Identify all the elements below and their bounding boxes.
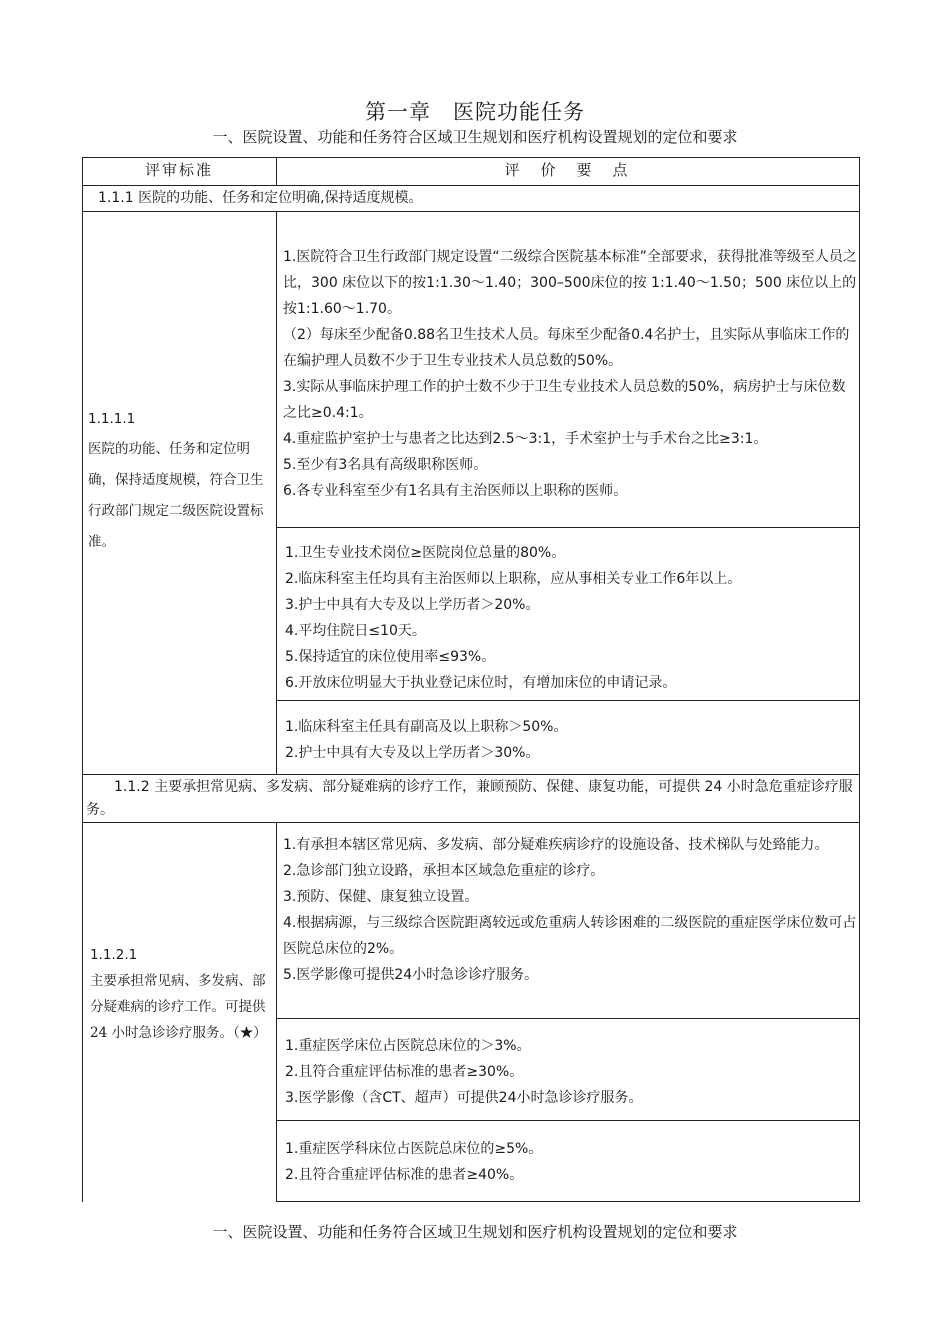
table-col-divider: [276, 211, 277, 775]
table-rule: [276, 700, 860, 701]
criteria-block-c: [285, 714, 857, 766]
column-header-standard: 评审标准: [144, 161, 213, 179]
criteria-item: 4.根据病源，与三级综合医院距离较远或危重病人转诊困难的二级医院的重症医学床位数可占医院总床位的2%。: [283, 915, 857, 957]
criteria-item: 1.卫生专业技术岗位≥医院岗位总量的80%。: [285, 545, 566, 561]
table-rule: [82, 774, 860, 775]
footer-section-title: 一、医院设置、功能和任务符合区域卫生规划和医疗机构设置规划的定位和要求: [212, 1223, 738, 1241]
criteria-item: 2.临床科室主任均具有主治医师以上职称，应从事相关专业工作6年以上。: [285, 571, 742, 587]
table-col-divider: [276, 822, 277, 1202]
criteria-item: （2）每床至少配备0.88名卫生技术人员。每床至少配备0.4名护士，且实际从事临床工作的在编护理人员数不少于卫生专业技术人员总数的50%。: [283, 327, 850, 369]
criteria-item: 5.至少有3名具有高级职称医师。: [283, 457, 488, 473]
criteria-item: 4.平均住院日≤10天。: [285, 623, 426, 639]
criteria-block-a: [283, 244, 857, 504]
column-header-points: 评 价 要 点: [504, 161, 631, 179]
table-rule: [276, 1018, 860, 1019]
section-row-1-1-2: 1.1.2 主要承担常见病、多发病、部分疑难病的诊疗工作，兼顾预防、保健、康复功能，可提供 24 小时急危重症诊疗服务。: [86, 779, 853, 818]
table-rule: [276, 527, 860, 528]
table-border-right: [859, 157, 860, 1202]
section-row-1-1-1: 1.1.1 医院的功能、任务和定位明确,保持适度规模。: [98, 190, 423, 206]
standard-1-1-2-1: [90, 942, 272, 1046]
criteria-item: 1.重症医学床位占医院总床位的＞3%。: [285, 1038, 531, 1054]
criteria-block-e: [285, 1033, 857, 1111]
table-rule: [82, 211, 860, 212]
criteria-item: 5.医学影像可提供24小时急诊诊疗服务。: [283, 967, 539, 983]
criteria-item: 1.有承担本辖区常见病、多发病、部分疑难疾病诊疗的设施设备、技术梯队与处臵能力。: [283, 837, 829, 853]
criteria-item: 6.开放床位明显大于执业登记床位时，有增加床位的申请记录。: [285, 675, 677, 691]
criteria-item: 1.临床科室主任具有副高及以上职称＞50%。: [285, 719, 568, 735]
criteria-item: 3.实际从事临床护理工作的护士数不少于卫生专业技术人员总数的50%，病房护士与床位数之比≥0.4:1。: [283, 379, 846, 421]
criteria-item: 2.护士中具有大专及以上学历者＞30%。: [285, 745, 540, 761]
standard-1-1-1-1: [88, 406, 274, 558]
criteria-item: 3.医学影像（含CT、超声）可提供24小时急诊诊疗服务。: [285, 1090, 643, 1106]
criteria-item: 4.重症监护室护士与患者之比达到2.5～3:1，手术室护士与手术台之比≥3:1。: [283, 431, 768, 447]
criteria-item: 1.医院符合卫生行政部门规定设置“二级综合医院基本标准”全部要求，获得批准等级至人员之比，300 床位以下的按1:1.30～1.40；300–500床位的按 1:1.40～1.50；500 床位以上的按1:1.60～1.70。: [283, 249, 857, 317]
table-rule: [82, 822, 860, 823]
section-title: 一、医院设置、功能和任务符合区域卫生规划和医疗机构设置规划的定位和要求: [212, 128, 738, 146]
criteria-item: 2.且符合重症评估标准的患者≥40%。: [285, 1167, 524, 1183]
table-rule: [82, 185, 860, 186]
criteria-block-b: [285, 540, 857, 696]
criteria-item: 3.预防、保健、康复独立设置。: [283, 889, 479, 905]
criteria-item: 2.急诊部门独立设路，承担本区域急危重症的诊疗。: [283, 863, 605, 879]
criteria-block-d: [283, 832, 857, 988]
criteria-item: 3.护士中具有大专及以上学历者＞20%。: [285, 597, 540, 613]
chapter-title: 第一章 医院功能任务: [365, 100, 585, 124]
standard-text: 医院的功能、任务和定位明确，保持适度规模，符合卫生行政部门规定二级医院设置标准。: [88, 441, 264, 550]
standard-text: 主要承担常见病、多发病、部分疑难病的诊疗工作。可提供 24 小时急诊诊疗服务。（★）: [90, 973, 267, 1041]
standard-code: 1.1.2.1: [90, 947, 138, 963]
table-rule: [276, 1120, 860, 1121]
standard-code: 1.1.1.1: [88, 411, 136, 427]
criteria-item: 1.重症医学科床位占医院总床位的≥5%。: [285, 1141, 543, 1157]
table-border-top: [82, 157, 860, 158]
criteria-item: 6.各专业科室至少有1名具有主治医师以上职称的医师。: [283, 483, 628, 499]
criteria-item: 2.且符合重症评估标准的患者≥30%。: [285, 1064, 524, 1080]
table-rule: [276, 1201, 860, 1202]
table-border-left: [82, 157, 83, 1202]
criteria-block-f: [285, 1136, 857, 1188]
criteria-item: 5.保持适宜的床位使用率≤93%。: [285, 649, 496, 665]
